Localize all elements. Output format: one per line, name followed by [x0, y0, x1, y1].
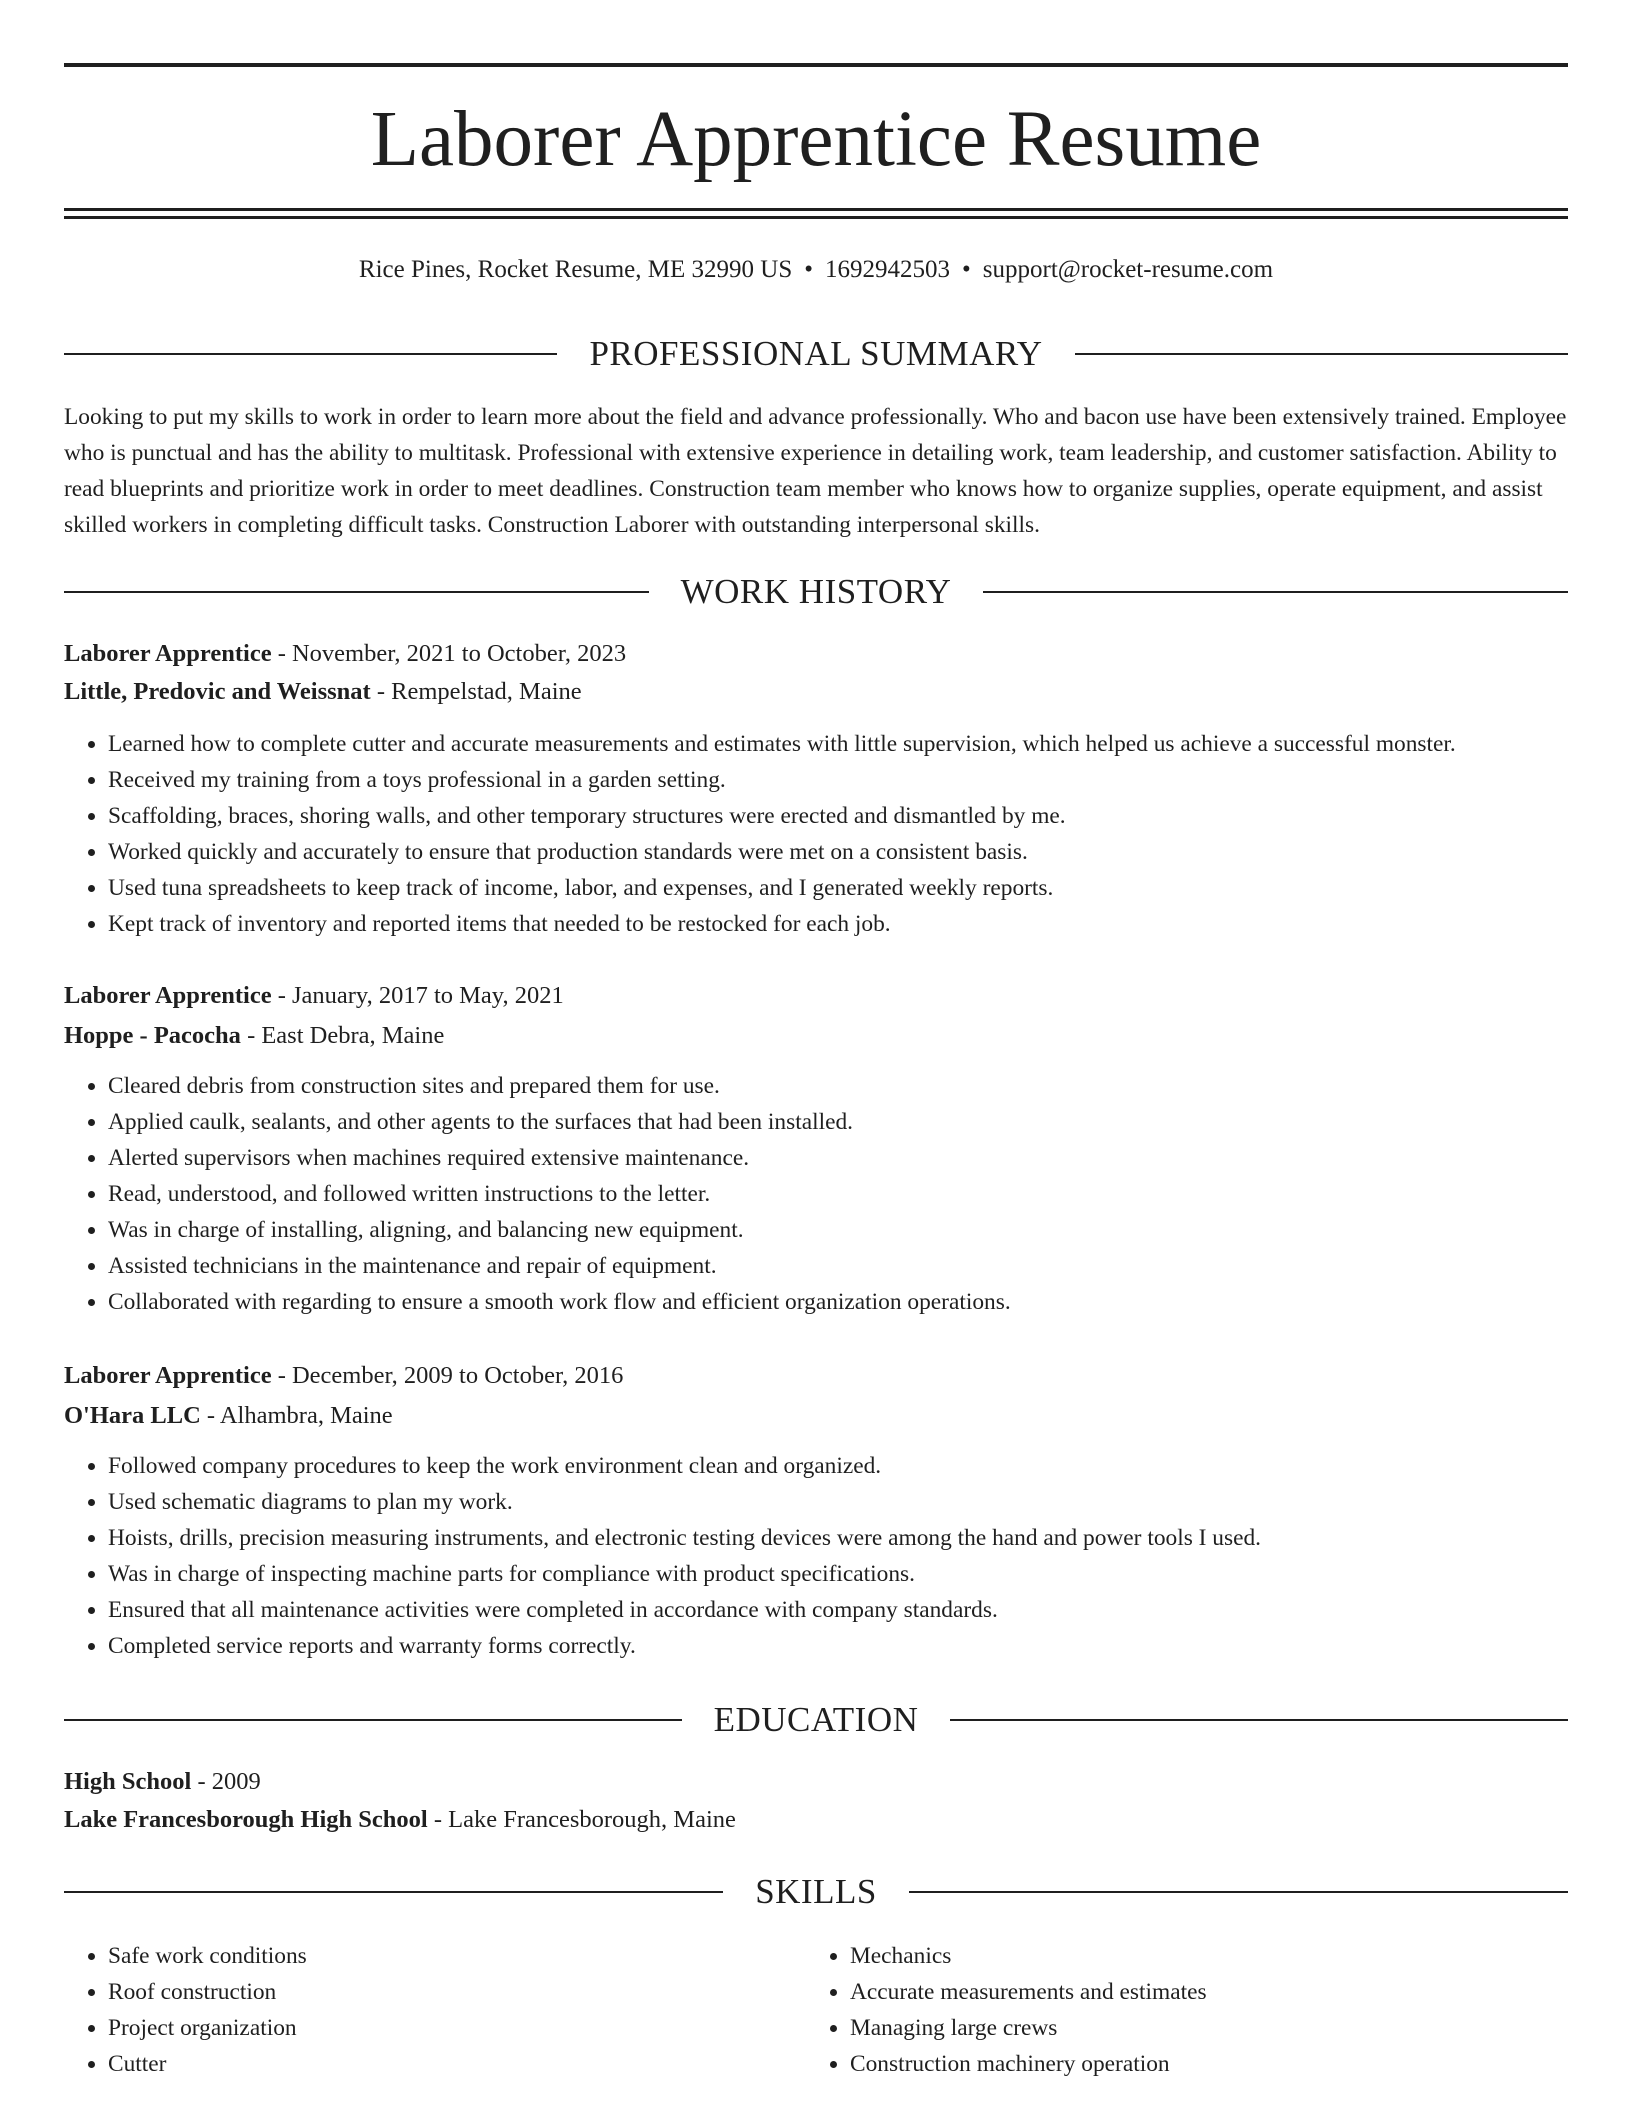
heading-rule: [64, 1719, 682, 1721]
job-title: Laborer Apprentice: [64, 1362, 272, 1389]
list-item: • Kept track of inventory and reported items that needed to be restocked for each job.: [108, 906, 1592, 942]
job-location: - Alhambra, Maine: [200, 1402, 393, 1429]
heading-rule: [64, 1891, 723, 1893]
job-company-line: [64, 1018, 1568, 1054]
section-title: SKILLS: [755, 1872, 877, 1911]
education-year: - 2009: [191, 1768, 261, 1795]
list-item: • Used schematic diagrams to plan my work.: [108, 1484, 1592, 1520]
contact-phone: 1692942503: [825, 256, 950, 283]
education-school-line: [64, 1802, 1568, 1838]
section-heading-skills: [64, 1870, 1568, 1914]
skills-list-left: [64, 1938, 808, 2082]
contact-separator: •: [804, 256, 813, 283]
list-item: • Alerted supervisors when machines required extensive maintenance.: [108, 1140, 1592, 1176]
job-title: Laborer Apprentice: [64, 982, 272, 1009]
job-company: Hoppe - Pacocha: [64, 1022, 241, 1049]
skill-item: • Mechanics: [850, 1938, 1592, 1974]
skill-item: • Roof construction: [108, 1974, 808, 2010]
contact-email[interactable]: support@rocket-resume.com: [982, 256, 1274, 283]
contact-address: Rice Pines, Rocket Resume, ME 32990 US: [358, 256, 793, 283]
job-title-line: [64, 1358, 1568, 1394]
education-degree: High School: [64, 1768, 192, 1795]
section-heading-education: [64, 1698, 1568, 1742]
list-item: • Cleared debris from construction sites and prepared them for use.: [108, 1068, 1592, 1104]
top-rule: [64, 63, 1568, 67]
heading-rule: [64, 353, 557, 355]
skill-item: • Construction machinery operation: [850, 2046, 1592, 2082]
list-item: • Was in charge of installing, aligning, and balancing new equipment.: [108, 1212, 1592, 1248]
heading-rule: [909, 1891, 1568, 1893]
list-item: • Applied caulk, sealants, and other agents to the surfaces that had been installed.: [108, 1104, 1592, 1140]
job-bullets: [64, 1448, 1592, 1664]
job-company-line: [64, 1398, 1568, 1434]
heading-rule: [983, 591, 1568, 593]
resume-title: Laborer Apprentice Resume: [370, 96, 1262, 183]
job-bullets: [64, 1068, 1592, 1320]
job-company: O'Hara LLC: [64, 1402, 201, 1429]
job-dates: - November, 2021 to October, 2023: [271, 640, 627, 667]
education-location: - Lake Francesborough, Maine: [427, 1806, 736, 1833]
list-item: • Hoists, drills, precision measuring instruments, and electronic testing devices were among the hand and power tools I used.: [108, 1520, 1592, 1556]
list-item: • Assisted technicians in the maintenance and repair of equipment.: [108, 1248, 1592, 1284]
job-company: Little, Predovic and Weissnat: [64, 678, 371, 705]
skill-item: • Managing large crews: [850, 2010, 1592, 2046]
list-item: • Learned how to complete cutter and accurate measurements and estimates with little supervision, which helped us achieve a successful monster.: [108, 726, 1592, 762]
list-item: • Followed company procedures to keep the work environment clean and organized.: [108, 1448, 1592, 1484]
section-heading-work-history: [64, 570, 1568, 614]
heading-rule: [950, 1719, 1568, 1721]
section-title: WORK HISTORY: [680, 572, 952, 611]
education-degree-line: [64, 1764, 1568, 1800]
list-item: • Ensured that all maintenance activities were completed in accordance with company standards.: [108, 1592, 1592, 1628]
job-location: - East Debra, Maine: [240, 1022, 445, 1049]
skill-item: • Safe work conditions: [108, 1938, 808, 1974]
heading-rule: [64, 591, 649, 593]
job-location: - Rempelstad, Maine: [370, 678, 582, 705]
list-item: • Used tuna spreadsheets to keep track of income, labor, and expenses, and I generated weekly reports.: [108, 870, 1592, 906]
skill-item: • Project organization: [108, 2010, 808, 2046]
summary-text: Looking to put my skills to work in order to learn more about the field and advance professionally. Who and bacon use have been extensively trained. Employee who is punctual and has the ability to multitask. Professional with extensive experience in detailing work, team leadership, and customer satisfaction. Ability to read blueprints and prioritize work in order to meet deadlines. Construction team member who knows how to organize supplies, operate equipment, and assist skilled workers in completing difficult tasks. Construction Laborer with outstanding interpersonal skills.: [64, 404, 1567, 538]
title-double-rule: [64, 208, 1568, 219]
job-title: Laborer Apprentice: [64, 640, 272, 667]
section-title: EDUCATION: [713, 1700, 919, 1739]
list-item: • Worked quickly and accurately to ensure that production standards were met on a consistent basis.: [108, 834, 1592, 870]
list-item: • Collaborated with regarding to ensure a smooth work flow and efficient organization operations.: [108, 1284, 1592, 1320]
section-heading-summary: [64, 332, 1568, 376]
skills-list-right: [806, 1938, 1592, 2082]
job-dates: - December, 2009 to October, 2016: [271, 1362, 624, 1389]
job-bullets: [64, 726, 1592, 942]
heading-rule: [1075, 353, 1568, 355]
contact-line: [64, 252, 1568, 288]
skill-item: • Accurate measurements and estimates: [850, 1974, 1592, 2010]
list-item: • Was in charge of inspecting machine parts for compliance with product specifications.: [108, 1556, 1592, 1592]
job-company-line: [64, 674, 1568, 710]
job-title-line: [64, 636, 1568, 672]
section-title: PROFESSIONAL SUMMARY: [589, 334, 1043, 373]
list-item: • Scaffolding, braces, shoring walls, and other temporary structures were erected and dismantled by me.: [108, 798, 1592, 834]
list-item: • Completed service reports and warranty forms correctly.: [108, 1628, 1592, 1664]
job-dates: - January, 2017 to May, 2021: [271, 982, 564, 1009]
list-item: • Received my training from a toys professional in a garden setting.: [108, 762, 1592, 798]
job-title-line: [64, 978, 1568, 1014]
list-item: • Read, understood, and followed written instructions to the letter.: [108, 1176, 1592, 1212]
contact-separator: •: [962, 256, 971, 283]
education-school: Lake Francesborough High School: [64, 1806, 428, 1833]
skill-item: • Cutter: [108, 2046, 808, 2082]
